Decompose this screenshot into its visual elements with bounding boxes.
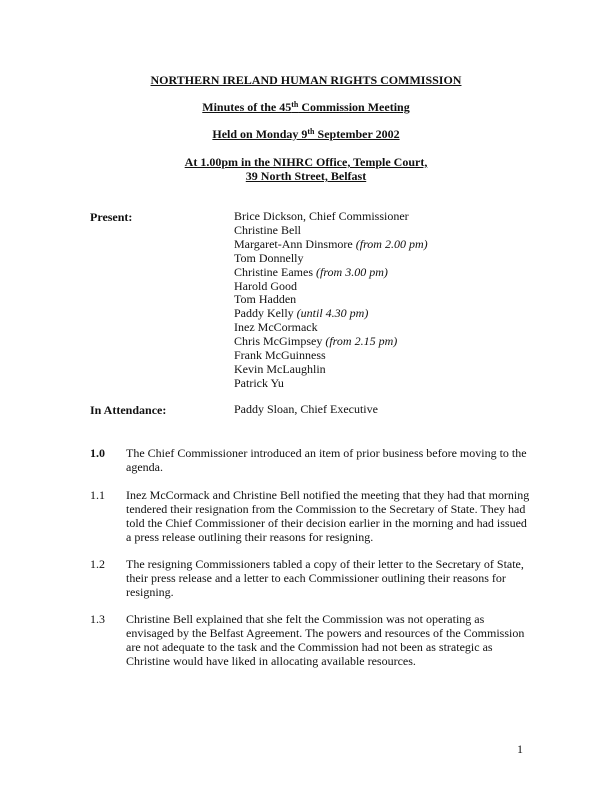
present-list [234,210,428,391]
present-member [234,363,428,377]
present-member [234,335,428,349]
minute-item [90,446,530,474]
present-member [234,252,428,266]
held-superscript: th [307,127,315,136]
present-member [234,307,428,321]
member-name: Frank McGuinness [234,348,326,363]
minutes-superscript: th [291,100,299,109]
member-attendance-note: (until 4.30 pm) [296,306,369,321]
member-name: Brice Dickson, Chief Commissioner [234,209,409,223]
member-attendance-note: (from 3.00 pm) [315,264,388,279]
meeting-location-line-1 [0,155,612,169]
item-number: 1.3 [90,612,105,626]
minutes-suffix: Commission Meeting [298,100,410,114]
meeting-date-text [212,127,399,141]
page-number: 1 [517,742,523,756]
present-member [234,210,428,224]
item-number: 1.0 [90,446,105,460]
location-line-2-text: 39 North Street, Belfast [245,169,367,183]
member-name: Tom Hadden [234,292,297,307]
minutes-prefix: Minutes of the 45 [202,100,292,114]
member-name: Christine Eames [234,264,316,279]
minutes-title-text [202,100,409,114]
member-name: Harold Good [234,278,297,293]
present-member [234,224,428,238]
held-prefix: Held on Monday 9 [212,127,308,141]
present-member [234,377,428,391]
item-number: 1.2 [90,557,105,571]
present-label: Present: [90,210,133,224]
attendance-label: In Attendance: [90,403,167,417]
member-name: Tom Donnelly [234,250,304,265]
present-member [234,238,428,252]
member-name: Kevin McLaughlin [234,361,326,376]
item-number: 1.1 [90,488,105,502]
present-member [234,349,428,363]
attendance-name: Paddy Sloan, Chief Executive [234,402,378,416]
item-text: Inez McCormack and Christine Bell notified the meeting that they had that morning tendered their resignation from the Commission to the Secretary of State. They had told the Chief Commissioner of their decision earlier in the morning and had issued a press release outlining their reasons for resigning. [126,488,530,544]
organisation-title [0,73,612,87]
member-name: Christine Bell [234,222,301,237]
member-name: Patrick Yu [234,375,284,390]
meeting-date [0,127,612,141]
minute-item [90,557,530,599]
member-name: Chris McGimpsey [234,334,326,349]
member-name: Paddy Kelly [234,306,297,321]
item-text: Christine Bell explained that she felt the Commission was not operating as envisaged by the Belfast Agreement. The powers and resources of the Commission are not adequate to the task and the Commission had not been as strategic as Christine would have liked in allocating available resources. [126,612,525,668]
item-text: The resigning Commissioners tabled a copy of their letter to the Secretary of State, their press release and a letter to each Commissioner outlining their reasons for resigning. [126,557,524,599]
minute-item [90,612,530,668]
meeting-location-line-2 [0,169,612,183]
minutes-title [0,100,612,114]
held-suffix: September 2002 [314,127,400,141]
minute-item [90,488,530,544]
present-member [234,280,428,294]
member-name: Inez McCormack [234,320,318,335]
item-text: The Chief Commissioner introduced an item of prior business before moving to the agenda. [126,446,527,474]
location-line-1-text: At 1.00pm in the NIHRC Office, Temple Court, [184,155,428,169]
present-member [234,321,428,335]
present-member [234,293,428,307]
member-name: Margaret-Ann Dinsmore [234,236,356,251]
organisation-title-text: NORTHERN IRELAND HUMAN RIGHTS COMMISSION [150,73,462,87]
member-attendance-note: (from 2.00 pm) [355,236,428,251]
member-attendance-note: (from 2.15 pm) [325,334,398,349]
present-member [234,266,428,280]
